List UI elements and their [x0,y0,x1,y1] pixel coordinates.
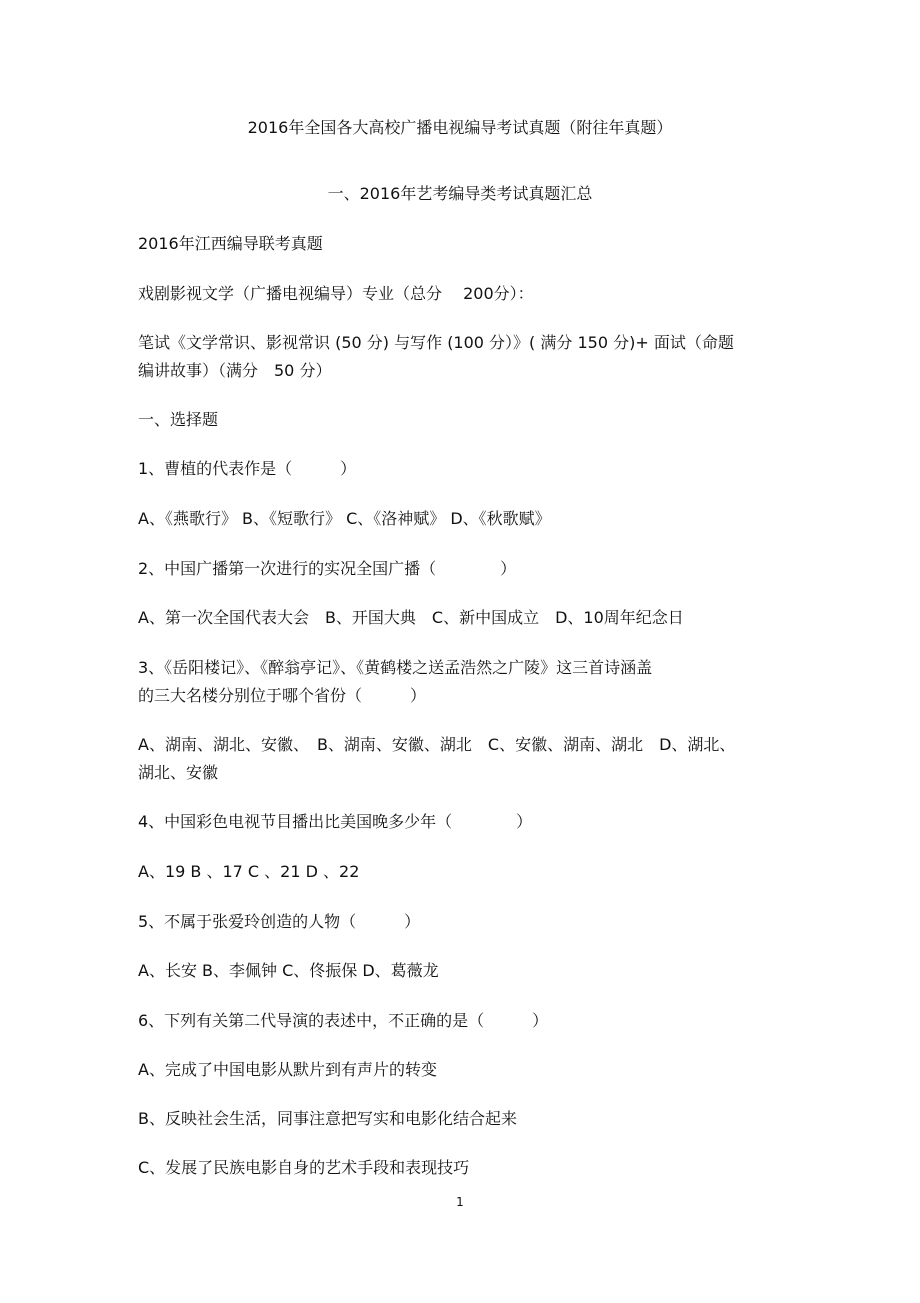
question-2: 2、中国广播第一次进行的实况全国广播（ ） [138,559,517,578]
question-1: 1、曹植的代表作是（ ） [138,459,357,478]
sub-heading: 2016年江西编导联考真题 [138,234,323,253]
exam-desc-line2: 编讲故事）（满分 50 分） [138,361,332,380]
document-title: 2016年全国各大高校广播电视编导考试真题（附往年真题） [247,118,673,137]
question-3: 3、《岳阳楼记》、《醉翁亭记》、《黄鹤楼之送孟浩然之广陵》这三首诗涵盖 [138,658,653,677]
answer-6c: C、发展了民族电影自身的艺术手段和表现技巧 [138,1158,470,1177]
answer-6b: B、反映社会生活，同事注意把写实和电影化结合起来 [138,1109,517,1128]
answer-1: A、《燕歌行》 B、《短歌行》 C、《洛神赋》 D、《秋歌赋》 [138,509,551,528]
answer-2: A、第一次全国代表大会 B、开国大典 C、新中国成立 D、10周年纪念日 [138,608,684,627]
question-4: 4、中国彩色电视节目播出比美国晚多少年（ ） [138,812,533,831]
question-5: 5、不属于张爱玲创造的人物（ ） [138,912,421,931]
exam-desc-line1: 笔试《文学常识、影视常识 (50 分) 与写作 (100 分）》( 满分 150 分)+ 面试（命题 [138,333,734,352]
answer-3-cont: 湖北、安徽 [138,763,219,782]
part-heading: 一、选择题 [138,410,219,429]
page-number: 1 [456,1195,464,1209]
answer-4: A、19 B 、17 C 、21 D 、22 [138,862,360,881]
question-6: 6、下列有关第二代导演的表述中，不正确的是（ ） [138,1011,549,1030]
major-line: 戏剧影视文学（广播电视编导）专业（总分 200分）： [138,284,534,303]
question-3-cont: 的三大名楼分别位于哪个省份（ ） [138,686,427,705]
answer-5: A、长安 B、李佩钟 C、佟振保 D、葛薇龙 [138,961,439,980]
section-heading: 一、2016年艺考编导类考试真题汇总 [327,184,593,203]
answer-6a: A、完成了中国电影从默片到有声片的转变 [138,1060,437,1079]
answer-3: A、湖南、湖北、安徽、 B、湖南、安徽、湖北 C、安徽、湖南、湖北 D、湖北、 [138,735,736,754]
